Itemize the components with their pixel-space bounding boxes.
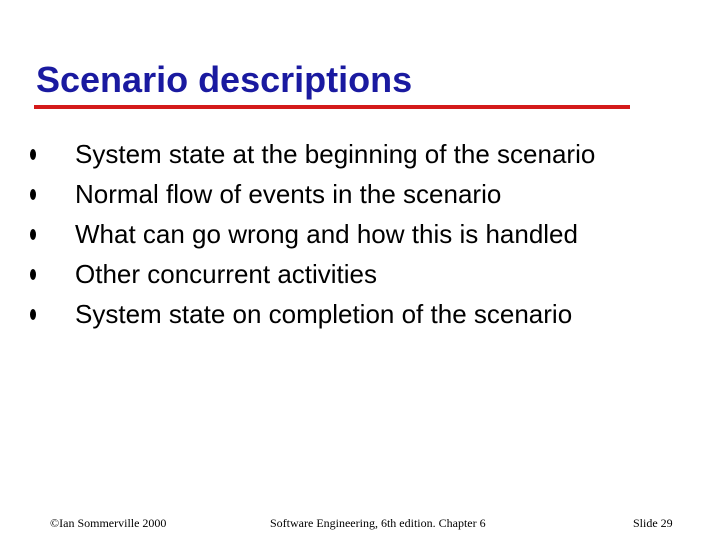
- bullet-text: What can go wrong and how this is handled: [75, 219, 578, 249]
- bullet-item: [30, 254, 595, 294]
- bullet-item: [30, 174, 595, 214]
- bullet-item: [30, 134, 595, 174]
- bullet-text: Other concurrent activities: [75, 259, 378, 289]
- footer-copyright: ©Ian Sommerville 2000: [50, 516, 167, 530]
- footer-book-title: Software Engineering, 6th edition. Chapter 6: [270, 516, 486, 530]
- bullet-item: [30, 294, 595, 334]
- bullet-list: [30, 134, 595, 334]
- bullet-dot-icon: [30, 309, 36, 320]
- title-underline-rule: [34, 105, 630, 109]
- bullet-dot-icon: [30, 269, 36, 280]
- bullet-item: [30, 214, 595, 254]
- bullet-dot-icon: [30, 149, 36, 160]
- slide-title: Scenario descriptions: [36, 59, 413, 100]
- footer-slide-number: Slide 29: [633, 516, 673, 530]
- bullet-dot-icon: [30, 229, 36, 240]
- bullet-dot-icon: [30, 189, 36, 200]
- bullet-text: System state on completion of the scenario: [75, 299, 573, 329]
- bullet-text: System state at the beginning of the scenario: [75, 139, 596, 169]
- bullet-text: Normal flow of events in the scenario: [75, 179, 502, 209]
